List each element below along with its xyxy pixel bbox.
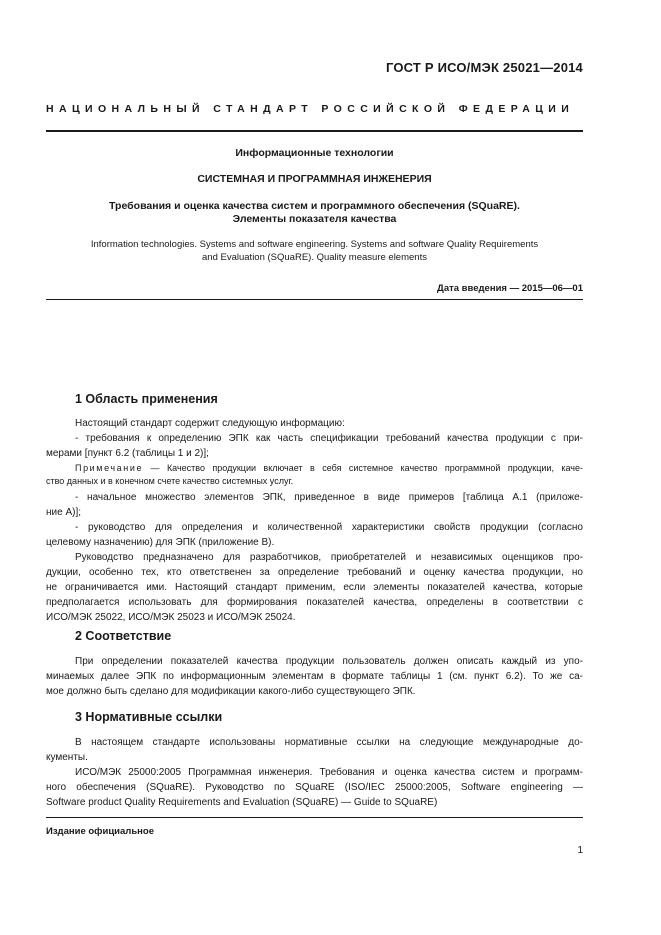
s1-paragraph-5-line-c: не ограничивается ими. Настоящий стандарт применим, если элементы показателей качества, которые: [46, 582, 583, 593]
s3-line-b: кументы.: [46, 752, 88, 763]
section-1-body: [46, 416, 583, 461]
s3-ref-line-c: Software product Quality Requirements and Evaluation (SQuaRE) — Guide to SQuaRE): [46, 797, 438, 808]
introduction-date: Дата введения — 2015—06—01: [437, 283, 583, 294]
s1-note: [46, 462, 583, 488]
s1-item-3-line-a: - руководство для определения и количественной характеристики свойств продукции (согласно: [75, 522, 583, 533]
date-rule: [46, 299, 583, 300]
english-title-line-2: and Evaluation (SQuaRE). Quality measure elements: [202, 252, 427, 263]
note-label: Примечание: [75, 463, 144, 473]
section-3-body: [46, 735, 583, 810]
s1-item-1-line-b: мерами [пункт 6.2 (таблицы 1 и 2)];: [46, 448, 209, 459]
s1-paragraph-5-line-e: ИСО/МЭК 25022, ИСО/МЭК 25023 и ИСО/МЭК 25024.: [46, 612, 296, 623]
s3-line-a: В настоящем стандарте использованы нормативные ссылки на следующие международные до-: [75, 737, 583, 748]
title-line-3: [46, 200, 583, 226]
s1-item-2-line-a: - начальное множество элементов ЭПК, приведенное в виде примеров [таблица А.1 (приложе-: [75, 492, 583, 503]
national-standard-banner: НАЦИОНАЛЬНЫЙ СТАНДАРТ РОССИЙСКОЙ ФЕДЕРАЦИИ: [46, 103, 575, 115]
s1-item-3-line-b: целевому назначению) для ЭПК (приложение В).: [46, 537, 275, 548]
s1-paragraph-1: Настоящий стандарт содержит следующую информацию:: [75, 418, 345, 429]
s1-paragraph-5-line-d: предполагается использовать для формирования показателей качества, определены в соответствии с: [46, 597, 583, 608]
s1-paragraph-5-line-b: дукции, особенно тех, кто ответственен за определение требований и оценку качества продукции, но: [46, 567, 583, 578]
s3-ref-line-b: ного обеспечения (SQuaRE). Руководство по SQuaRE (ISO/IEC 25000:2005, Software engineering —: [46, 782, 583, 793]
title-line-1: Информационные технологии: [235, 147, 394, 159]
section-1-heading: 1 Область применения: [75, 392, 218, 406]
s2-line-b: минаемых далее ЭПК по информационным элементам в формате таблицы 1 (см. пункт 6.2). То же са-: [46, 671, 583, 682]
title-line-3b: Элементы показателя качества: [232, 213, 397, 225]
note-text-b: ство данных и в конечном счете качество системных услуг.: [46, 476, 294, 486]
section-2-body: [46, 654, 583, 699]
section-2-heading: 2 Соответствие: [75, 629, 172, 643]
s1-item-2-line-b: ние А)];: [46, 507, 82, 518]
official-edition-label: Издание официальное: [46, 826, 154, 837]
s1-item-1-line-a: - требования к определению ЭПК как часть спецификации требований качества продукции с при-: [75, 433, 583, 444]
section-1-list: [46, 490, 583, 625]
header-rule: [46, 130, 583, 132]
s1-paragraph-5-line-a: Руководство предназначено для разработчиков, приобретателей и независимых оценщиков про-: [75, 552, 583, 563]
page-number: 1: [577, 845, 583, 856]
s3-ref-line-a: ИСО/МЭК 25000:2005 Программная инженерия. Требования и оценка качества систем и программ-: [75, 767, 583, 778]
title-line-3a: Требования и оценка качества систем и программного обеспечения (SQuaRE).: [109, 200, 520, 212]
s2-line-a: При определении показателей качества продукции пользователь должен описать каждый из упо-: [75, 656, 583, 667]
english-title: [46, 238, 583, 264]
english-title-line-1: Information technologies. Systems and software engineering. Systems and software Quality Requirements: [90, 239, 539, 250]
note-text-a: — Качество продукции включает в себя системное качество программной продукции, каче-: [143, 463, 583, 473]
footer-rule: [46, 817, 583, 818]
standard-code: ГОСТ Р ИСО/МЭК 25021—2014: [385, 60, 583, 75]
title-line-2: СИСТЕМНАЯ И ПРОГРАММНАЯ ИНЖЕНЕРИЯ: [197, 173, 432, 185]
section-3-heading: 3 Нормативные ссылки: [75, 710, 223, 724]
s2-line-c: мое должно быть сделано для модификации какого-либо существующего ЭПК.: [46, 686, 416, 697]
